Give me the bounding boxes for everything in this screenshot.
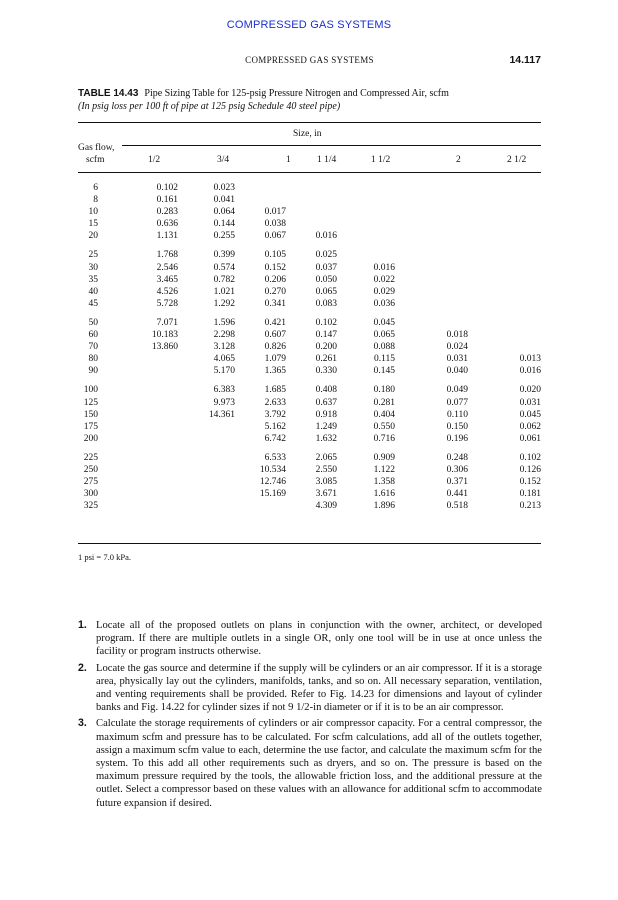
flow-cell: 90 xyxy=(88,366,98,377)
loss-cell: 0.025 xyxy=(315,250,337,261)
loss-cell xyxy=(98,464,178,476)
column-header-1: 1 xyxy=(286,155,291,165)
loss-cell xyxy=(178,421,235,433)
loss-cell xyxy=(98,433,178,445)
loss-cell: 0.161 xyxy=(156,195,178,206)
loss-cell xyxy=(468,329,541,341)
loss-cell: 0.031 xyxy=(446,354,468,365)
flow-cell: 20 xyxy=(88,231,98,242)
loss-cell: 6.742 xyxy=(264,433,286,444)
loss-cell: 0.371 xyxy=(446,477,468,488)
document-title-bar: COMPRESSED GAS SYSTEMS xyxy=(226,19,392,31)
running-header xyxy=(78,55,541,69)
loss-cell: 0.826 xyxy=(264,342,286,353)
loss-cell: 0.255 xyxy=(213,231,235,242)
table-row xyxy=(78,218,541,230)
loss-cell: 0.018 xyxy=(446,330,468,341)
loss-cell: 5.162 xyxy=(264,421,286,432)
loss-cell: 15.169 xyxy=(259,489,286,500)
table-footnote: 1 psi = 7.0 kPa. xyxy=(78,552,131,562)
loss-cell: 0.196 xyxy=(446,433,468,444)
loss-cell xyxy=(468,262,541,274)
table-row xyxy=(78,242,541,261)
loss-cell: 1.021 xyxy=(213,286,235,297)
loss-cell: 6.533 xyxy=(264,452,286,463)
loss-cell: 0.181 xyxy=(519,489,541,500)
flow-cell: 40 xyxy=(88,286,98,297)
loss-cell: 4.065 xyxy=(213,354,235,365)
table-row xyxy=(78,194,541,206)
loss-cell: 14.361 xyxy=(208,409,235,420)
loss-cell xyxy=(468,242,541,261)
step-text: Locate all of the proposed outlets on plans in conjunction with the owner, architect, or developed program. If there are multiple outlets in a single OR, only one tool will be in use at once unless the facility or program instructs otherwise. xyxy=(96,620,542,658)
loss-cell xyxy=(286,182,337,194)
table-row xyxy=(78,310,541,329)
loss-cell xyxy=(468,182,541,194)
loss-cell: 0.016 xyxy=(373,262,395,273)
loss-cell xyxy=(337,242,395,261)
loss-cell xyxy=(98,377,178,396)
flow-cell: 15 xyxy=(88,219,98,230)
loss-cell: 1.358 xyxy=(373,477,395,488)
loss-cell: 0.049 xyxy=(446,385,468,396)
flow-cell: 325 xyxy=(83,501,98,512)
loss-cell xyxy=(337,206,395,218)
loss-cell xyxy=(235,500,286,512)
loss-cell xyxy=(178,476,235,488)
loss-cell: 0.341 xyxy=(264,298,286,309)
size-header: Size, in xyxy=(293,129,322,139)
loss-cell xyxy=(178,445,235,464)
loss-cell: 0.306 xyxy=(446,464,468,475)
flow-cell: 35 xyxy=(88,274,98,285)
loss-cell: 0.017 xyxy=(264,207,286,218)
loss-cell xyxy=(98,409,178,421)
loss-cell: 0.036 xyxy=(373,298,395,309)
table-row xyxy=(78,365,541,377)
loss-cell: 1.768 xyxy=(156,250,178,261)
flow-cell: 250 xyxy=(83,464,98,475)
loss-cell: 0.102 xyxy=(519,452,541,463)
loss-cell: 0.064 xyxy=(213,207,235,218)
flow-cell: 30 xyxy=(88,262,98,273)
table-label: TABLE 14.43 xyxy=(78,88,139,99)
flow-cell: 275 xyxy=(83,477,98,488)
step-text: Locate the gas source and determine if the supply will be cylinders or an air compressor. If it is a storage area, physically lay out the cylinders, manifolds, tanks, and so on. All necessary separation, ventilation, and venting requirements shall be provided. Refer to Fig. 14.23 for dimensions and layout of cylinder banks and Fig. 14.22 for cylinder sizes if not 9 1/2-in diameter or if it is to be an air compressor. xyxy=(96,662,542,714)
flow-cell: 25 xyxy=(88,250,98,261)
table-row xyxy=(78,353,541,365)
loss-cell: 0.013 xyxy=(519,354,541,365)
loss-cell: 0.147 xyxy=(315,330,337,341)
row-header-line1: Gas flow, xyxy=(78,143,115,153)
flow-cell: 8 xyxy=(93,195,98,206)
loss-cell: 0.518 xyxy=(446,501,468,512)
loss-cell xyxy=(468,230,541,242)
column-header-3-4: 3/4 xyxy=(217,155,230,165)
loss-cell: 3.085 xyxy=(315,477,337,488)
flow-cell: 80 xyxy=(88,354,98,365)
loss-cell: 0.065 xyxy=(373,330,395,341)
flow-cell: 50 xyxy=(88,317,98,328)
table-row xyxy=(78,488,541,500)
table-row xyxy=(78,206,541,218)
loss-cell: 0.636 xyxy=(156,219,178,230)
loss-cell xyxy=(395,182,468,194)
flow-cell: 10 xyxy=(88,207,98,218)
loss-cell: 5.728 xyxy=(156,298,178,309)
loss-cell: 0.045 xyxy=(519,409,541,420)
loss-cell xyxy=(468,206,541,218)
loss-cell: 0.045 xyxy=(373,317,395,328)
row-header-line2: scfm xyxy=(86,155,105,165)
loss-cell: 0.061 xyxy=(519,433,541,444)
loss-cell: 0.062 xyxy=(519,421,541,432)
running-header-title: COMPRESSED GAS SYSTEMS xyxy=(245,55,374,65)
loss-cell: 0.102 xyxy=(315,317,337,328)
loss-cell: 0.029 xyxy=(373,286,395,297)
step-item xyxy=(78,619,542,659)
table-subtitle: (In psig loss per 100 ft of pipe at 125 psig Schedule 40 steel pipe) xyxy=(78,100,341,112)
loss-cell: 0.404 xyxy=(373,409,395,420)
column-header-2-1-2: 2 1/2 xyxy=(507,155,527,165)
loss-cell xyxy=(395,262,468,274)
loss-cell: 10.183 xyxy=(151,330,178,341)
loss-cell: 0.441 xyxy=(446,489,468,500)
loss-cell: 0.145 xyxy=(373,366,395,377)
loss-cell xyxy=(468,218,541,230)
pipe-sizing-table xyxy=(78,182,541,512)
loss-cell xyxy=(98,365,178,377)
loss-cell: 0.088 xyxy=(373,342,395,353)
loss-cell xyxy=(98,445,178,464)
loss-cell xyxy=(98,353,178,365)
column-header-2: 2 xyxy=(456,155,461,165)
loss-cell: 0.574 xyxy=(213,262,235,273)
loss-cell: 0.152 xyxy=(519,477,541,488)
loss-cell: 6.383 xyxy=(213,385,235,396)
flow-cell: 6 xyxy=(93,183,98,193)
size-header-rule xyxy=(122,145,541,146)
column-header-1-1-4: 1 1/4 xyxy=(317,155,337,165)
loss-cell xyxy=(468,194,541,206)
flow-cell: 175 xyxy=(83,421,98,432)
table-row xyxy=(78,421,541,433)
loss-cell: 2.298 xyxy=(213,330,235,341)
loss-cell xyxy=(468,298,541,310)
loss-cell: 0.024 xyxy=(446,342,468,353)
table-top-rule xyxy=(78,122,541,123)
loss-cell: 0.115 xyxy=(373,354,395,365)
column-header-1-2: 1/2 xyxy=(148,155,161,165)
loss-cell xyxy=(337,218,395,230)
loss-cell xyxy=(337,194,395,206)
loss-cell: 4.526 xyxy=(156,286,178,297)
loss-cell xyxy=(178,500,235,512)
loss-cell: 0.918 xyxy=(315,409,337,420)
table-row xyxy=(78,500,541,512)
loss-cell: 1.079 xyxy=(264,354,286,365)
loss-cell: 0.283 xyxy=(156,207,178,218)
loss-cell xyxy=(337,230,395,242)
loss-cell: 5.170 xyxy=(213,366,235,377)
loss-cell: 3.671 xyxy=(315,489,337,500)
table-row xyxy=(78,397,541,409)
table-bottom-rule xyxy=(78,543,541,544)
table-row xyxy=(78,329,541,341)
flow-cell: 300 xyxy=(83,489,98,500)
step-item xyxy=(78,717,542,809)
table-row xyxy=(78,262,541,274)
loss-cell: 1.616 xyxy=(373,489,395,500)
step-number: 1. xyxy=(78,619,87,631)
loss-cell: 0.607 xyxy=(264,330,286,341)
loss-cell: 0.040 xyxy=(446,366,468,377)
loss-cell xyxy=(468,341,541,353)
column-header-1-1-2: 1 1/2 xyxy=(371,155,391,165)
table-row xyxy=(78,476,541,488)
loss-cell: 0.150 xyxy=(446,421,468,432)
loss-cell xyxy=(395,194,468,206)
loss-cell xyxy=(286,218,337,230)
loss-cell: 0.213 xyxy=(519,501,541,512)
step-number: 3. xyxy=(78,717,87,730)
loss-cell xyxy=(98,397,178,409)
loss-cell: 0.041 xyxy=(213,195,235,206)
loss-cell xyxy=(395,298,468,310)
loss-cell: 0.550 xyxy=(373,421,395,432)
table-caption xyxy=(78,88,548,113)
loss-cell: 1.685 xyxy=(264,385,286,396)
loss-cell: 1.596 xyxy=(213,317,235,328)
loss-cell xyxy=(395,286,468,298)
loss-cell: 0.050 xyxy=(315,274,337,285)
loss-cell xyxy=(468,274,541,286)
loss-cell: 0.399 xyxy=(213,250,235,261)
loss-cell: 0.126 xyxy=(519,464,541,475)
loss-cell: 1.365 xyxy=(264,366,286,377)
loss-cell: 1.896 xyxy=(373,501,395,512)
loss-cell: 0.065 xyxy=(315,286,337,297)
loss-cell: 3.128 xyxy=(213,342,235,353)
loss-cell: 2.633 xyxy=(264,397,286,408)
flow-cell: 70 xyxy=(88,342,98,353)
loss-cell xyxy=(395,206,468,218)
flow-cell: 45 xyxy=(88,298,98,309)
loss-cell xyxy=(395,310,468,329)
loss-cell xyxy=(98,500,178,512)
loss-cell: 0.105 xyxy=(264,250,286,261)
flow-cell: 200 xyxy=(83,433,98,444)
loss-cell xyxy=(395,218,468,230)
loss-cell: 0.110 xyxy=(446,409,468,420)
flow-cell: 150 xyxy=(83,409,98,420)
loss-cell: 0.270 xyxy=(264,286,286,297)
loss-cell xyxy=(468,286,541,298)
loss-cell: 1.249 xyxy=(315,421,337,432)
loss-cell: 0.022 xyxy=(373,274,395,285)
flow-cell: 100 xyxy=(83,385,98,396)
loss-cell: 1.131 xyxy=(156,231,178,242)
loss-cell: 0.016 xyxy=(519,366,541,377)
table-row xyxy=(78,341,541,353)
loss-cell: 13.860 xyxy=(151,342,178,353)
table-row xyxy=(78,274,541,286)
loss-cell: 0.038 xyxy=(264,219,286,230)
loss-cell: 1.632 xyxy=(315,433,337,444)
flow-cell: 60 xyxy=(88,330,98,341)
loss-cell: 2.550 xyxy=(315,464,337,475)
loss-cell xyxy=(468,310,541,329)
loss-cell xyxy=(235,194,286,206)
loss-cell: 1.122 xyxy=(373,464,395,475)
table-row xyxy=(78,298,541,310)
loss-cell: 12.746 xyxy=(259,477,286,488)
loss-cell: 0.909 xyxy=(373,452,395,463)
loss-cell: 0.031 xyxy=(519,397,541,408)
loss-cell: 0.016 xyxy=(315,231,337,242)
loss-cell: 2.546 xyxy=(156,262,178,273)
loss-cell: 0.206 xyxy=(264,274,286,285)
loss-cell: 0.782 xyxy=(213,274,235,285)
loss-cell: 0.144 xyxy=(213,219,235,230)
table-row xyxy=(78,445,541,464)
table-row xyxy=(78,433,541,445)
table-row xyxy=(78,182,541,194)
loss-cell: 3.792 xyxy=(264,409,286,420)
loss-cell: 0.281 xyxy=(373,397,395,408)
loss-cell xyxy=(395,230,468,242)
loss-cell: 0.248 xyxy=(446,452,468,463)
loss-cell xyxy=(337,182,395,194)
loss-cell: 0.716 xyxy=(373,433,395,444)
loss-cell: 0.152 xyxy=(264,262,286,273)
loss-cell: 0.102 xyxy=(156,183,178,193)
loss-cell: 0.200 xyxy=(315,342,337,353)
loss-cell xyxy=(178,488,235,500)
loss-cell: 9.973 xyxy=(213,397,235,408)
loss-cell: 0.023 xyxy=(213,183,235,193)
table-row xyxy=(78,286,541,298)
loss-cell: 4.309 xyxy=(315,501,337,512)
step-text: Calculate the storage requirements of cylinders or air compressor capacity. For a central compressor, the maximum scfm and pressure has to be calculated. For scfm calculations, add all of the outlets together, assign a maximum scfm value to each, determine the use factor, and calculate the maximum scfm for the system. To this add all other requirements such as dryers, and so on. The pressure is based on the maximum pressure required by the tools, the allowable friction loss, and the additional pressure at the outlet. Select a compressor based on these values with an allowance for additional scfm to accommodate future expansion if desired. xyxy=(96,718,542,809)
header-bottom-rule xyxy=(78,172,541,173)
step-number: 2. xyxy=(78,661,87,674)
step-item xyxy=(78,662,542,715)
loss-cell xyxy=(178,464,235,476)
loss-cell: 1.292 xyxy=(213,298,235,309)
loss-cell: 0.067 xyxy=(264,231,286,242)
loss-cell: 0.077 xyxy=(446,397,468,408)
loss-cell: 0.037 xyxy=(315,262,337,273)
loss-cell xyxy=(98,476,178,488)
loss-cell: 2.065 xyxy=(315,452,337,463)
table-row xyxy=(78,377,541,396)
loss-cell: 0.408 xyxy=(315,385,337,396)
loss-cell: 7.071 xyxy=(156,317,178,328)
loss-cell: 0.637 xyxy=(315,397,337,408)
loss-cell: 0.261 xyxy=(315,354,337,365)
loss-cell xyxy=(98,421,178,433)
loss-cell xyxy=(395,242,468,261)
loss-cell xyxy=(98,488,178,500)
loss-cell: 3.465 xyxy=(156,274,178,285)
flow-cell: 225 xyxy=(83,452,98,463)
loss-cell: 0.421 xyxy=(264,317,286,328)
loss-cell xyxy=(286,206,337,218)
table-title: Pipe Sizing Table for 125-psig Pressure Nitrogen and Compressed Air, scfm xyxy=(144,88,449,99)
loss-cell: 0.020 xyxy=(519,385,541,396)
loss-cell xyxy=(178,433,235,445)
loss-cell xyxy=(235,182,286,194)
loss-cell: 0.180 xyxy=(373,385,395,396)
loss-cell xyxy=(286,194,337,206)
flow-cell: 125 xyxy=(83,397,98,408)
table-row xyxy=(78,464,541,476)
loss-cell xyxy=(395,274,468,286)
loss-cell: 10.534 xyxy=(259,464,286,475)
table-row xyxy=(78,230,541,242)
page-number: 14.117 xyxy=(509,54,541,66)
loss-cell: 0.330 xyxy=(315,366,337,377)
procedure-steps xyxy=(78,619,542,813)
loss-cell: 0.083 xyxy=(315,298,337,309)
table-row xyxy=(78,409,541,421)
